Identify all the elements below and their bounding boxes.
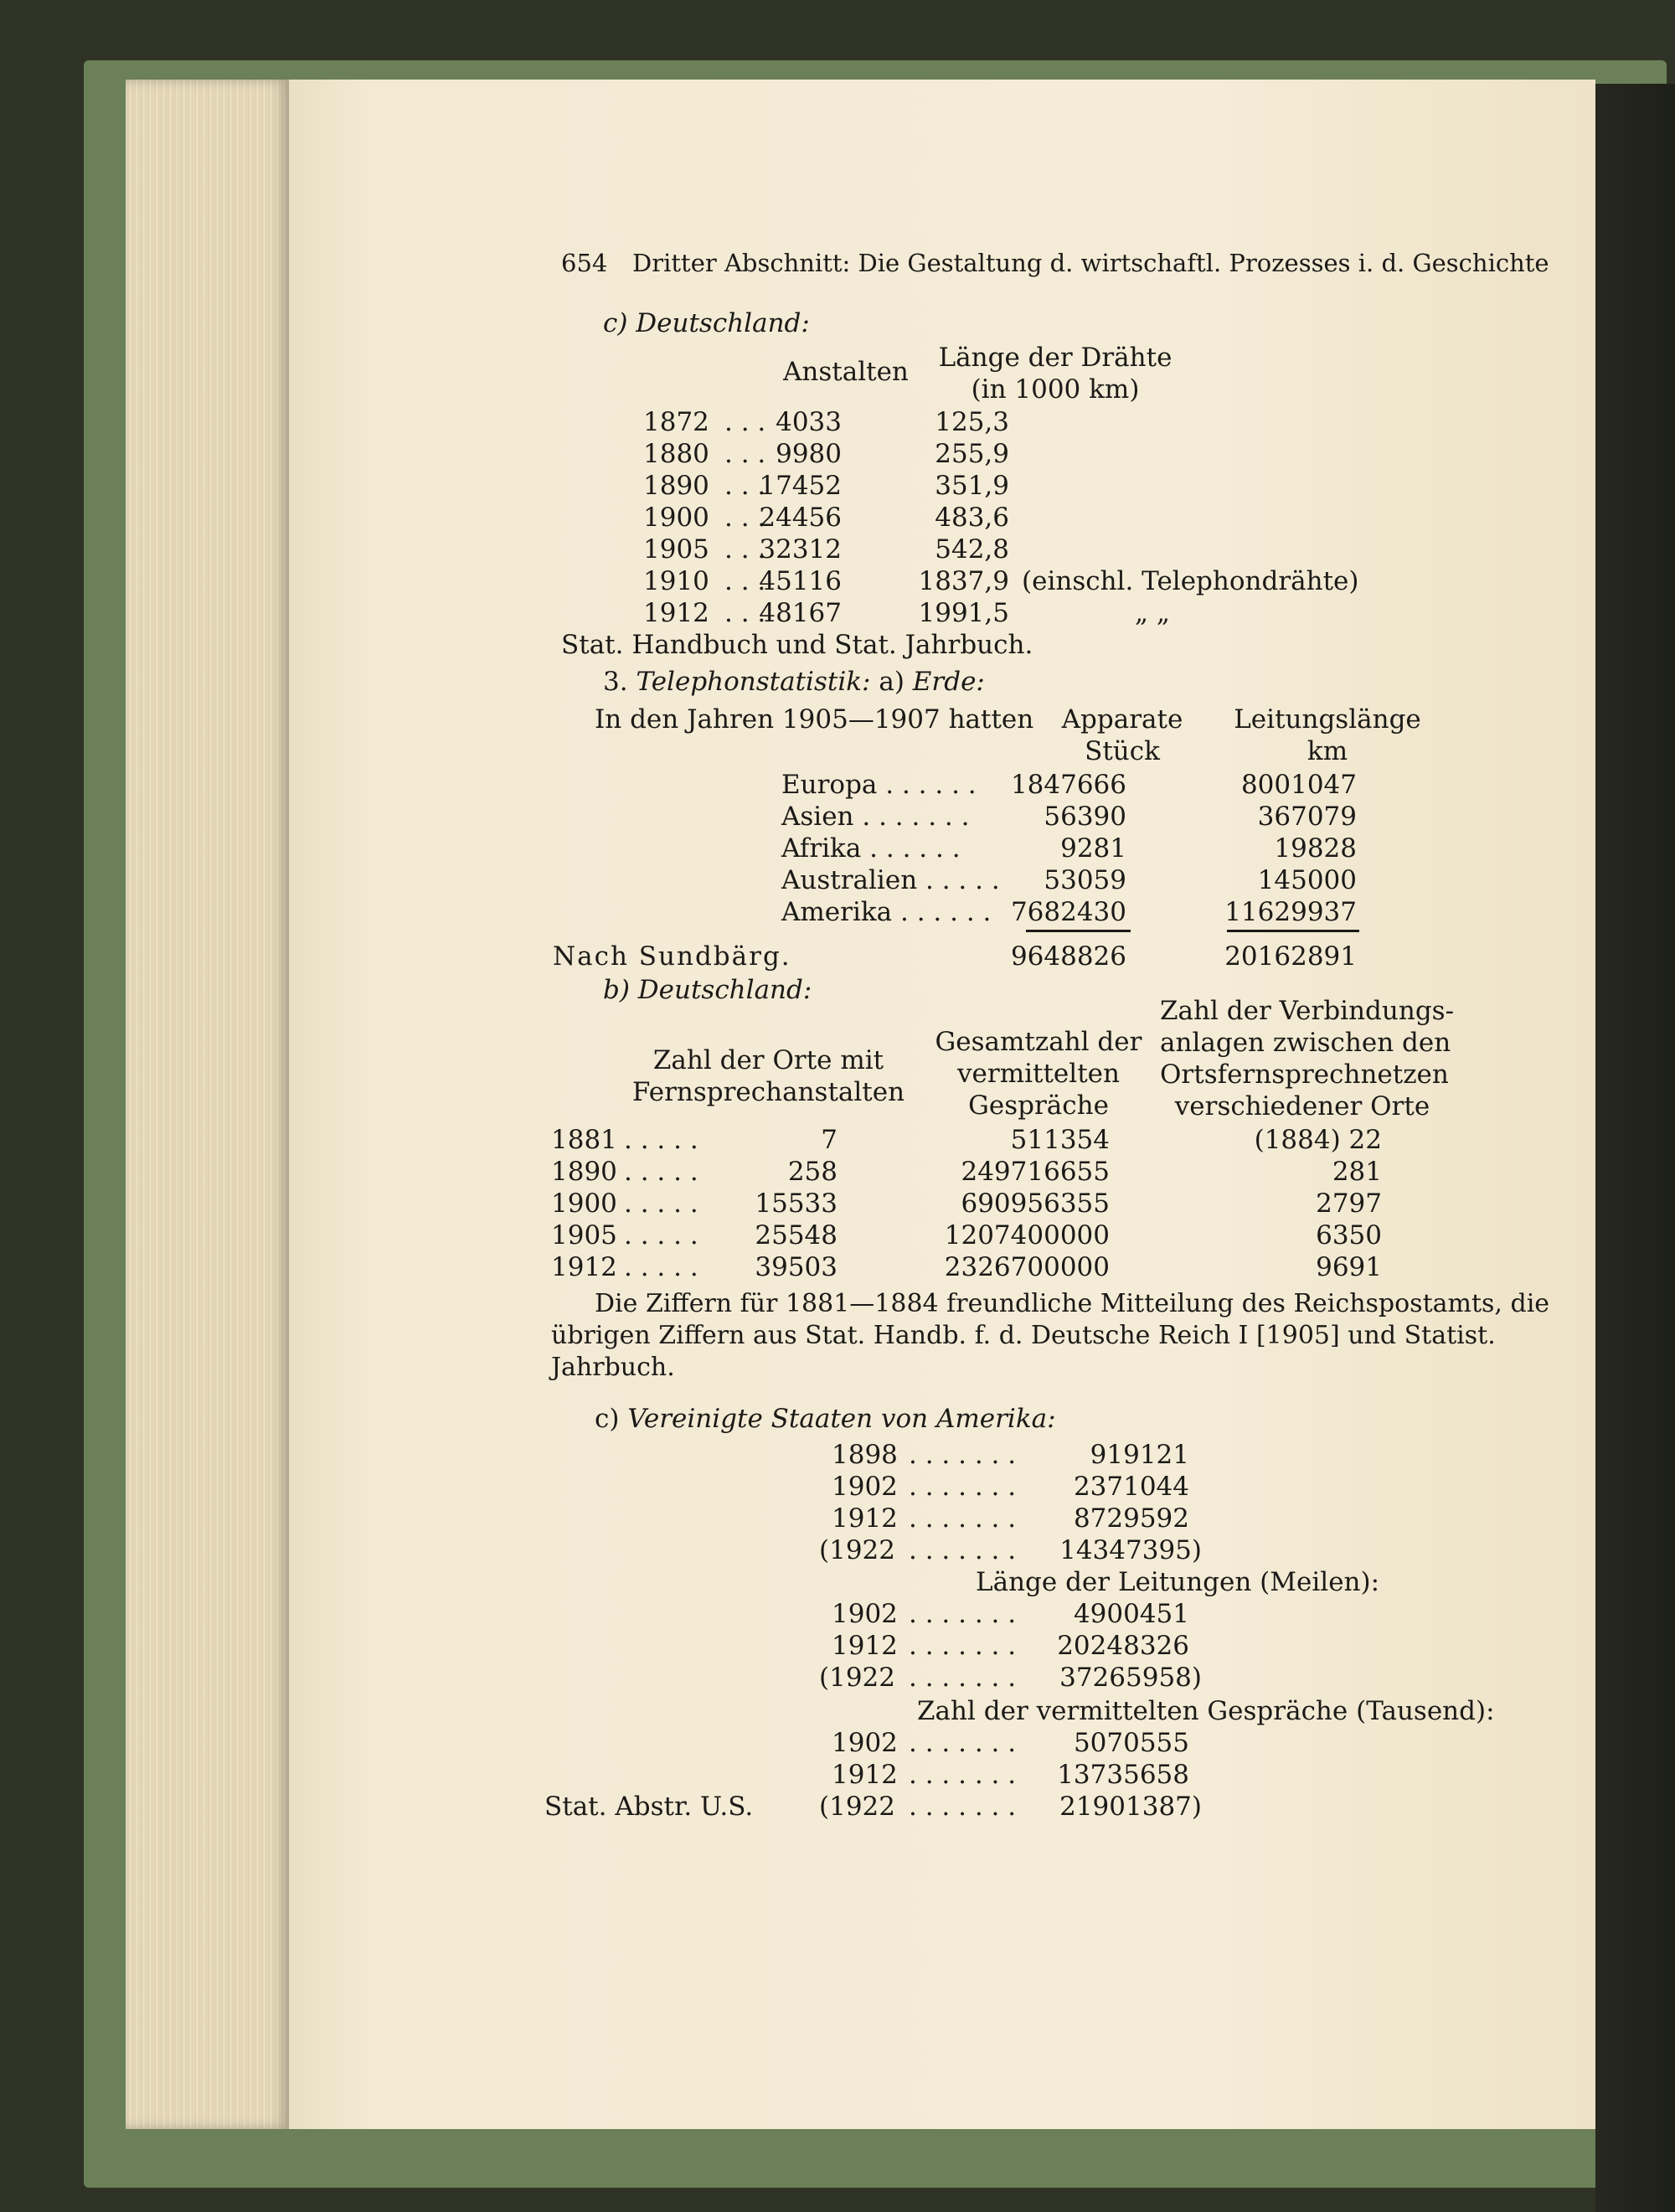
table-cell: 8001047: [1240, 770, 1357, 800]
table-note: (einschl. Telephondrähte): [1022, 566, 1359, 596]
table-cell: 542,8: [935, 534, 1009, 565]
table-cell: (1922: [819, 1792, 895, 1822]
heading-italic: Erde:: [912, 667, 985, 697]
table-cell: Afrika . . . . . .: [781, 833, 961, 864]
table-cell: 9691: [1316, 1252, 1382, 1282]
table-cell: 25548: [755, 1220, 838, 1250]
table-cell: 15533: [755, 1188, 838, 1219]
sub-heading: Zahl der vermittelten Gespräche (Tausend):: [917, 1696, 1495, 1726]
table-cell: 249716655: [961, 1157, 1110, 1187]
column-header: Apparate: [1061, 704, 1183, 735]
table-cell: Amerika . . . . . .: [781, 897, 992, 927]
heading-italic: Telephonstatistik:: [636, 667, 871, 697]
leader-dots: . . . . .: [624, 1188, 698, 1219]
leader-dots: . . . . . . .: [909, 1472, 1017, 1502]
table-cell: 39503: [755, 1252, 838, 1282]
leader-dots: . . .: [724, 566, 766, 596]
table-cell: 145000: [1257, 865, 1357, 895]
table-cell: 32312: [759, 534, 842, 565]
table-cell: 1902: [832, 1472, 898, 1502]
leader-dots: . . .: [724, 407, 766, 437]
column-header: verschiedener Orte: [1174, 1091, 1430, 1121]
table-cell: 1912: [832, 1760, 898, 1790]
table-cell: 1912: [643, 598, 709, 628]
table-cell: 1910: [643, 566, 709, 596]
table-cell: 2371044: [1073, 1472, 1189, 1502]
source-citation: Nach Sundbärg.: [553, 941, 791, 972]
source-citation: Stat. Abstr. U.S.: [544, 1792, 754, 1822]
table-cell: 255,9: [935, 439, 1009, 469]
leader-dots: . . . . . . .: [909, 1663, 1017, 1693]
leader-dots: . . . . .: [624, 1157, 698, 1187]
table-cell: 351,9: [935, 471, 1009, 501]
table-cell: 1912: [832, 1503, 898, 1534]
column-header: km: [1306, 736, 1348, 766]
table-cell: (1922: [819, 1535, 895, 1565]
column-header: Leitungslänge: [1234, 704, 1421, 735]
heading-italic: Vereinigte Staaten von Amerika:: [627, 1404, 1056, 1434]
table-cell: 21901387): [1059, 1792, 1202, 1822]
table-cell: 367079: [1257, 802, 1357, 832]
leader-dots: . . . . . . .: [909, 1440, 1017, 1470]
table-cell: 48167: [759, 598, 842, 628]
table-cell: 919121: [1090, 1440, 1189, 1470]
table-cell: 1900: [551, 1188, 617, 1219]
leader-dots: . . . . . . .: [909, 1760, 1017, 1790]
table-cell: 1898: [832, 1440, 898, 1470]
leader-dots: . . . . . . .: [909, 1599, 1017, 1629]
leader-dots: . . .: [724, 598, 766, 628]
table-cell: 56390: [1044, 802, 1126, 832]
column-header: Anstalten: [783, 357, 909, 387]
leader-dots: . . . . . . .: [909, 1792, 1017, 1822]
section-heading: [603, 666, 985, 698]
table-cell: 11629937: [1224, 897, 1357, 927]
leader-dots: . . .: [724, 439, 766, 469]
table-cell: 511354: [1010, 1125, 1110, 1155]
table-cell: 1991,5: [918, 598, 1009, 628]
table-cell: 258: [787, 1157, 838, 1187]
column-header: (in 1000 km): [971, 374, 1140, 405]
table-cell: 1902: [832, 1599, 898, 1629]
leader-dots: . . .: [724, 503, 766, 533]
table-cell: 1881: [551, 1125, 617, 1155]
column-header: Zahl der Verbindungs-: [1160, 996, 1455, 1026]
table-cell: 53059: [1044, 865, 1126, 895]
intro-text: In den Jahren 1905—1907 hatten: [595, 704, 1034, 735]
section-heading-text: b) Deutschland:: [603, 975, 812, 1005]
section-heading: [595, 1403, 1056, 1435]
footnote-text: übrigen Ziffern aus Stat. Handb. f. d. Deutsche Reich I [1905] und Statist.: [551, 1321, 1496, 1350]
leader-dots: . . . . . . .: [909, 1728, 1017, 1758]
table-cell: 17452: [759, 471, 842, 501]
column-header: Fernsprechanstalten: [631, 1077, 905, 1107]
ditto-marks: „ „: [1135, 598, 1170, 628]
table-cell: 13735658: [1057, 1760, 1189, 1790]
leader-dots: . . . . . . .: [909, 1631, 1017, 1661]
column-header: vermittelten: [957, 1059, 1120, 1089]
table-cell: 281: [1332, 1157, 1382, 1187]
section-heading: [603, 307, 810, 339]
table-cell: 20248326: [1057, 1631, 1189, 1661]
sub-heading: Länge der Leitungen (Meilen):: [976, 1567, 1380, 1597]
column-header: Zahl der Orte mit: [652, 1045, 884, 1075]
table-cell: 690956355: [961, 1188, 1110, 1219]
table-cell: 1912: [551, 1252, 617, 1282]
footnote-text: Jahrbuch.: [551, 1353, 675, 1382]
table-cell: 6350: [1316, 1220, 1382, 1250]
column-header: anlagen zwischen den: [1160, 1028, 1451, 1058]
table-cell: Asien . . . . . . .: [781, 802, 970, 832]
table-cell: 7: [821, 1125, 838, 1155]
heading-sub: c): [595, 1404, 620, 1434]
table-cell: 4033: [776, 407, 842, 437]
sum-rule: [1026, 930, 1131, 932]
table-cell: 1890: [643, 471, 709, 501]
table-cell: 2326700000: [944, 1252, 1110, 1282]
column-header: Gesamtzahl der: [935, 1027, 1142, 1057]
column-header: Stück: [1085, 736, 1160, 766]
table-cell: 1890: [551, 1157, 617, 1187]
total-cell: 9648826: [1010, 941, 1126, 972]
heading-number: 3.: [603, 667, 628, 697]
table-cell: 2797: [1316, 1188, 1382, 1219]
table-cell: 1837,9: [918, 566, 1009, 596]
table-cell: Europa . . . . . .: [781, 770, 977, 800]
table-cell: 1912: [832, 1631, 898, 1661]
sum-rule: [1227, 930, 1359, 932]
total-cell: 20162891: [1224, 941, 1357, 972]
table-cell: 1905: [643, 534, 709, 565]
table-cell: 1905: [551, 1220, 617, 1250]
column-header: Länge der Drähte: [938, 343, 1172, 373]
leader-dots: . . . . . . .: [909, 1535, 1017, 1565]
table-cell: 1207400000: [944, 1220, 1110, 1250]
table-cell: 1900: [643, 503, 709, 533]
leader-dots: . . .: [724, 534, 766, 565]
table-cell: 8729592: [1073, 1503, 1189, 1534]
column-header: Ortsfernsprechnetzen: [1160, 1060, 1449, 1090]
table-cell: 7682430: [1010, 897, 1126, 927]
table-cell: 1902: [832, 1728, 898, 1758]
table-cell: 19828: [1274, 833, 1357, 864]
leader-dots: . . . . .: [624, 1125, 698, 1155]
cover-shadow: [1595, 84, 1675, 2212]
book-page: [289, 80, 1595, 2129]
table-cell: 24456: [759, 503, 842, 533]
table-cell: Australien . . . . .: [781, 865, 1000, 895]
table-cell: 125,3: [935, 407, 1009, 437]
leader-dots: . . . . .: [624, 1252, 698, 1282]
table-cell: 1880: [643, 439, 709, 469]
table-cell: 4900451: [1073, 1599, 1189, 1629]
source-citation: Stat. Handbuch und Stat. Jahrbuch.: [561, 630, 1033, 660]
page-edges: [126, 80, 289, 2129]
table-cell: 1872: [643, 407, 709, 437]
table-cell: 483,6: [935, 503, 1009, 533]
table-cell: 5070555: [1073, 1728, 1189, 1758]
leader-dots: . . .: [724, 471, 766, 501]
column-header: Gespräche: [968, 1091, 1109, 1121]
table-cell: 1847666: [1010, 770, 1126, 800]
table-cell: 9980: [776, 439, 842, 469]
heading-sub: a): [879, 667, 904, 697]
table-cell: 45116: [759, 566, 842, 596]
table-cell: 37265958): [1059, 1663, 1202, 1693]
section-heading: [603, 974, 812, 1006]
table-cell: 9281: [1060, 833, 1126, 864]
table-cell: (1884) 22: [1254, 1125, 1382, 1155]
leader-dots: . . . . . . .: [909, 1503, 1017, 1534]
page-number: 654: [561, 249, 608, 277]
running-title: Dritter Abschnitt: Die Gestaltung d. wirtschaftl. Prozesses i. d. Geschichte: [632, 249, 1549, 277]
footnote-text: Die Ziffern für 1881—1884 freundliche Mitteilung des Reichspostamts, die: [595, 1289, 1550, 1318]
leader-dots: . . . . .: [624, 1220, 698, 1250]
table-cell: (1922: [819, 1663, 895, 1693]
table-cell: 14347395): [1059, 1535, 1202, 1565]
section-heading-text: c) Deutschland:: [603, 308, 810, 338]
